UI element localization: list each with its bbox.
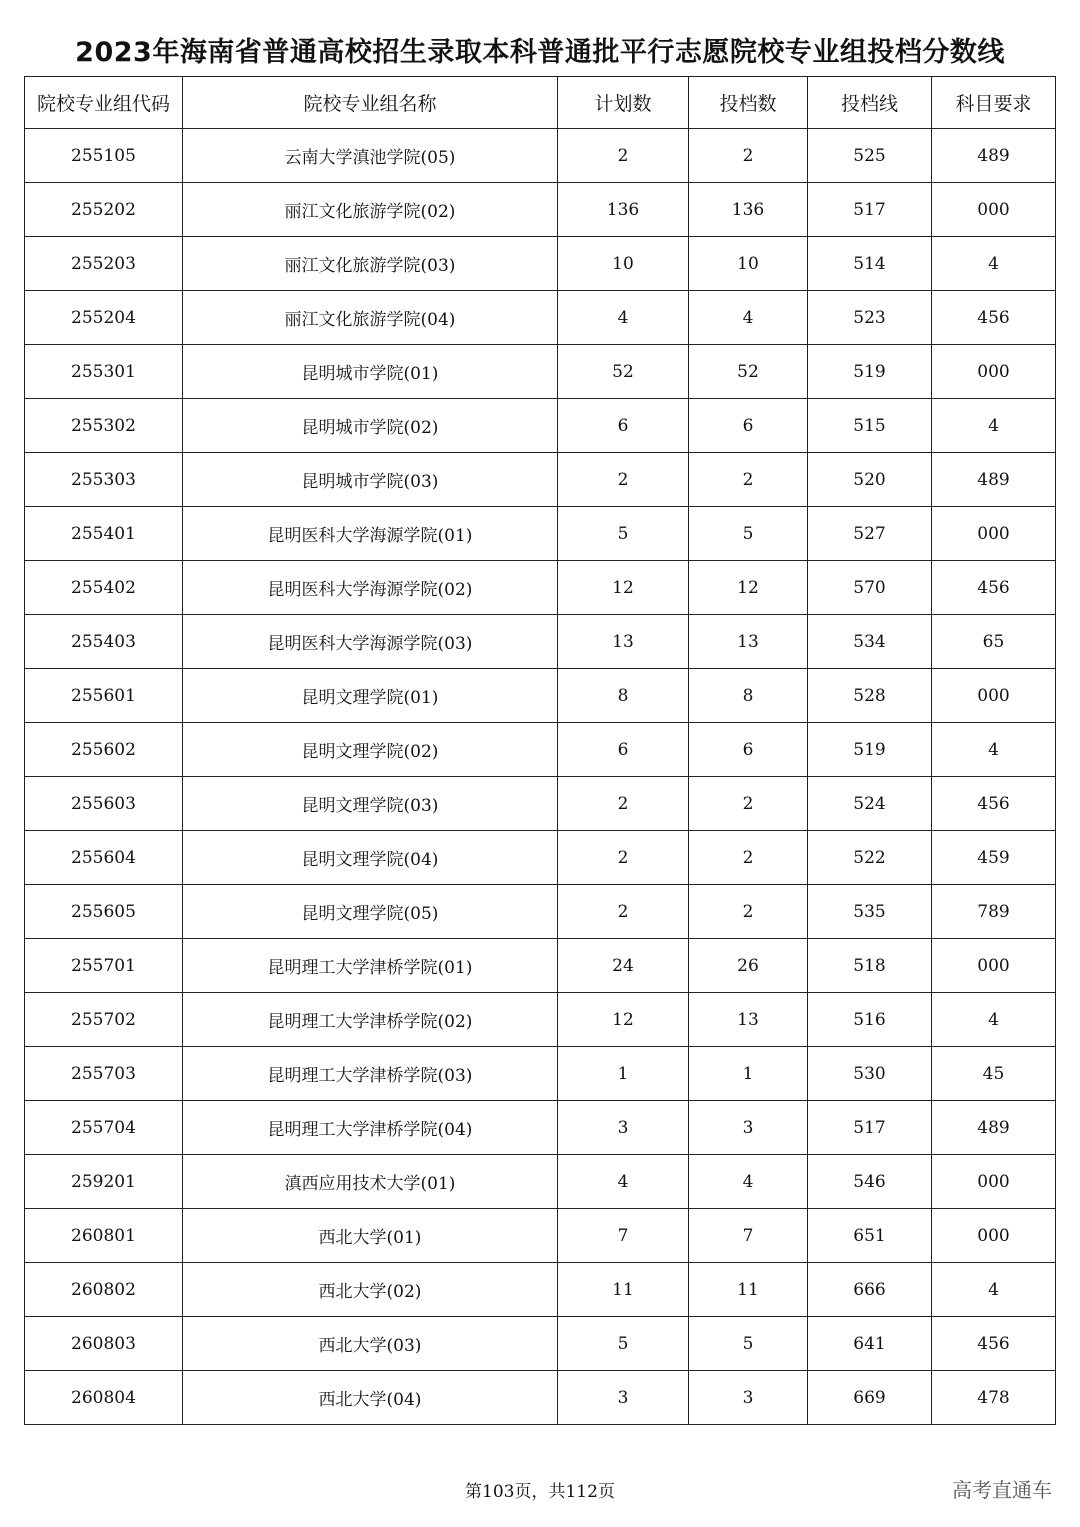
table-row [25,615,1056,669]
cell-plan-count: 7 [558,1209,689,1263]
cell-group-code: 255702 [25,993,183,1047]
score-table [24,76,1056,1425]
cell-group-name: 昆明文理学院(03) [183,777,558,831]
cell-subject-requirement: 000 [932,1155,1056,1209]
cell-cutoff-score: 528 [808,669,932,723]
table-row [25,129,1056,183]
cell-group-code: 255603 [25,777,183,831]
cell-plan-count: 4 [558,1155,689,1209]
cell-cutoff-score: 525 [808,129,932,183]
cell-plan-count: 24 [558,939,689,993]
table-row [25,723,1056,777]
cell-group-name: 丽江文化旅游学院(03) [183,237,558,291]
cell-cutoff-score: 666 [808,1263,932,1317]
table-row [25,345,1056,399]
cell-cutoff-score: 535 [808,885,932,939]
cell-subject-requirement: 65 [932,615,1056,669]
cell-admitted-count: 26 [689,939,808,993]
watermark-brand: 高考直通车 [952,1478,1052,1502]
cell-group-code: 260802 [25,1263,183,1317]
cell-group-code: 255701 [25,939,183,993]
cell-cutoff-score: 546 [808,1155,932,1209]
header-admitted-count: 投档数 [689,77,808,129]
cell-admitted-count: 4 [689,291,808,345]
cell-group-name: 昆明城市学院(03) [183,453,558,507]
table-row [25,561,1056,615]
cell-group-name: 昆明文理学院(01) [183,669,558,723]
header-group-name: 院校专业组名称 [183,77,558,129]
cell-group-name: 昆明文理学院(04) [183,831,558,885]
cell-subject-requirement: 000 [932,1209,1056,1263]
cell-plan-count: 2 [558,453,689,507]
cell-admitted-count: 7 [689,1209,808,1263]
cell-group-code: 255402 [25,561,183,615]
cell-cutoff-score: 527 [808,507,932,561]
cell-cutoff-score: 519 [808,723,932,777]
cell-plan-count: 12 [558,993,689,1047]
cell-group-name: 昆明理工大学津桥学院(02) [183,993,558,1047]
cell-admitted-count: 2 [689,831,808,885]
cell-subject-requirement: 000 [932,345,1056,399]
cell-group-name: 昆明医科大学海源学院(01) [183,507,558,561]
cell-cutoff-score: 641 [808,1317,932,1371]
cell-admitted-count: 10 [689,237,808,291]
cell-admitted-count: 136 [689,183,808,237]
cell-subject-requirement: 4 [932,723,1056,777]
cell-subject-requirement: 489 [932,453,1056,507]
cell-cutoff-score: 522 [808,831,932,885]
cell-group-code: 255703 [25,1047,183,1101]
cell-plan-count: 5 [558,507,689,561]
table-row [25,183,1056,237]
table-row [25,237,1056,291]
cell-group-name: 昆明理工大学津桥学院(01) [183,939,558,993]
cell-group-name: 丽江文化旅游学院(02) [183,183,558,237]
table-row [25,399,1056,453]
table-row [25,669,1056,723]
cell-group-name: 昆明城市学院(02) [183,399,558,453]
cell-group-name: 昆明医科大学海源学院(03) [183,615,558,669]
cell-admitted-count: 2 [689,453,808,507]
table-row [25,939,1056,993]
cell-subject-requirement: 4 [932,237,1056,291]
cell-group-name: 西北大学(03) [183,1317,558,1371]
cell-admitted-count: 4 [689,1155,808,1209]
cell-subject-requirement: 456 [932,777,1056,831]
table-row [25,777,1056,831]
cell-cutoff-score: 523 [808,291,932,345]
table-row [25,291,1056,345]
cell-plan-count: 2 [558,777,689,831]
cell-group-code: 260803 [25,1317,183,1371]
cell-cutoff-score: 516 [808,993,932,1047]
cell-group-name: 西北大学(01) [183,1209,558,1263]
cell-plan-count: 13 [558,615,689,669]
cell-cutoff-score: 534 [808,615,932,669]
cell-plan-count: 3 [558,1371,689,1425]
table-row [25,1371,1056,1425]
cell-group-name: 西北大学(04) [183,1371,558,1425]
table-row [25,1209,1056,1263]
table-row [25,1317,1056,1371]
cell-admitted-count: 3 [689,1371,808,1425]
cell-group-name: 西北大学(02) [183,1263,558,1317]
table-row [25,1101,1056,1155]
cell-admitted-count: 13 [689,993,808,1047]
cell-plan-count: 2 [558,129,689,183]
cell-admitted-count: 5 [689,1317,808,1371]
cell-group-name: 滇西应用技术大学(01) [183,1155,558,1209]
cell-subject-requirement: 4 [932,399,1056,453]
cell-group-name: 昆明城市学院(01) [183,345,558,399]
cell-group-code: 260804 [25,1371,183,1425]
cell-plan-count: 12 [558,561,689,615]
cell-subject-requirement: 4 [932,993,1056,1047]
cell-group-code: 255204 [25,291,183,345]
cell-subject-requirement: 789 [932,885,1056,939]
cell-group-code: 255601 [25,669,183,723]
cell-subject-requirement: 000 [932,183,1056,237]
cell-plan-count: 11 [558,1263,689,1317]
table-row [25,453,1056,507]
header-cutoff-score: 投档线 [808,77,932,129]
cell-cutoff-score: 519 [808,345,932,399]
cell-subject-requirement: 456 [932,561,1056,615]
cell-subject-requirement: 489 [932,1101,1056,1155]
cell-plan-count: 2 [558,831,689,885]
cell-subject-requirement: 4 [932,1263,1056,1317]
cell-plan-count: 2 [558,885,689,939]
cell-admitted-count: 52 [689,345,808,399]
cell-group-code: 255602 [25,723,183,777]
table-row [25,993,1056,1047]
cell-admitted-count: 1 [689,1047,808,1101]
cell-admitted-count: 2 [689,129,808,183]
cell-plan-count: 8 [558,669,689,723]
cell-group-code: 255303 [25,453,183,507]
cell-admitted-count: 8 [689,669,808,723]
cell-group-name: 昆明理工大学津桥学院(04) [183,1101,558,1155]
page-number: 第103页，共112页 [465,1482,615,1502]
cell-group-code: 255403 [25,615,183,669]
cell-group-name: 丽江文化旅游学院(04) [183,291,558,345]
cell-admitted-count: 12 [689,561,808,615]
cell-cutoff-score: 520 [808,453,932,507]
cell-plan-count: 6 [558,399,689,453]
table-row [25,885,1056,939]
page-title: 2023年海南省普通高校招生录取本科普通批平行志愿院校专业组投档分数线 [75,37,1005,68]
cell-admitted-count: 6 [689,399,808,453]
cell-plan-count: 52 [558,345,689,399]
cell-cutoff-score: 514 [808,237,932,291]
cell-subject-requirement: 456 [932,1317,1056,1371]
cell-group-name: 昆明医科大学海源学院(02) [183,561,558,615]
cell-group-name: 昆明文理学院(02) [183,723,558,777]
cell-plan-count: 3 [558,1101,689,1155]
cell-group-code: 255301 [25,345,183,399]
cell-cutoff-score: 570 [808,561,932,615]
cell-group-code: 255401 [25,507,183,561]
cell-subject-requirement: 000 [932,939,1056,993]
cell-plan-count: 5 [558,1317,689,1371]
header-plan-count: 计划数 [558,77,689,129]
cell-cutoff-score: 651 [808,1209,932,1263]
cell-group-code: 255302 [25,399,183,453]
cell-admitted-count: 13 [689,615,808,669]
cell-subject-requirement: 478 [932,1371,1056,1425]
table-row [25,507,1056,561]
cell-plan-count: 10 [558,237,689,291]
table-header-row [25,77,1056,129]
table-row [25,1263,1056,1317]
cell-subject-requirement: 489 [932,129,1056,183]
cell-admitted-count: 11 [689,1263,808,1317]
table-row [25,1155,1056,1209]
cell-plan-count: 1 [558,1047,689,1101]
cell-group-name: 昆明文理学院(05) [183,885,558,939]
cell-subject-requirement: 000 [932,669,1056,723]
header-group-code: 院校专业组代码 [25,77,183,129]
cell-subject-requirement: 45 [932,1047,1056,1101]
cell-group-code: 255203 [25,237,183,291]
cell-group-code: 255105 [25,129,183,183]
cell-group-name: 昆明理工大学津桥学院(03) [183,1047,558,1101]
cell-cutoff-score: 669 [808,1371,932,1425]
cell-plan-count: 6 [558,723,689,777]
cell-cutoff-score: 530 [808,1047,932,1101]
cell-plan-count: 136 [558,183,689,237]
cell-group-code: 259201 [25,1155,183,1209]
cell-group-code: 255605 [25,885,183,939]
cell-group-name: 云南大学滇池学院(05) [183,129,558,183]
table-row [25,1047,1056,1101]
cell-admitted-count: 2 [689,885,808,939]
cell-cutoff-score: 517 [808,1101,932,1155]
cell-cutoff-score: 517 [808,183,932,237]
cell-group-code: 255202 [25,183,183,237]
cell-subject-requirement: 459 [932,831,1056,885]
cell-group-code: 260801 [25,1209,183,1263]
cell-cutoff-score: 524 [808,777,932,831]
cell-subject-requirement: 456 [932,291,1056,345]
cell-admitted-count: 2 [689,777,808,831]
cell-cutoff-score: 518 [808,939,932,993]
cell-group-code: 255604 [25,831,183,885]
cell-admitted-count: 5 [689,507,808,561]
header-subject-requirement: 科目要求 [932,77,1056,129]
table-row [25,831,1056,885]
cell-plan-count: 4 [558,291,689,345]
cell-admitted-count: 6 [689,723,808,777]
cell-cutoff-score: 515 [808,399,932,453]
cell-admitted-count: 3 [689,1101,808,1155]
cell-subject-requirement: 000 [932,507,1056,561]
cell-group-code: 255704 [25,1101,183,1155]
